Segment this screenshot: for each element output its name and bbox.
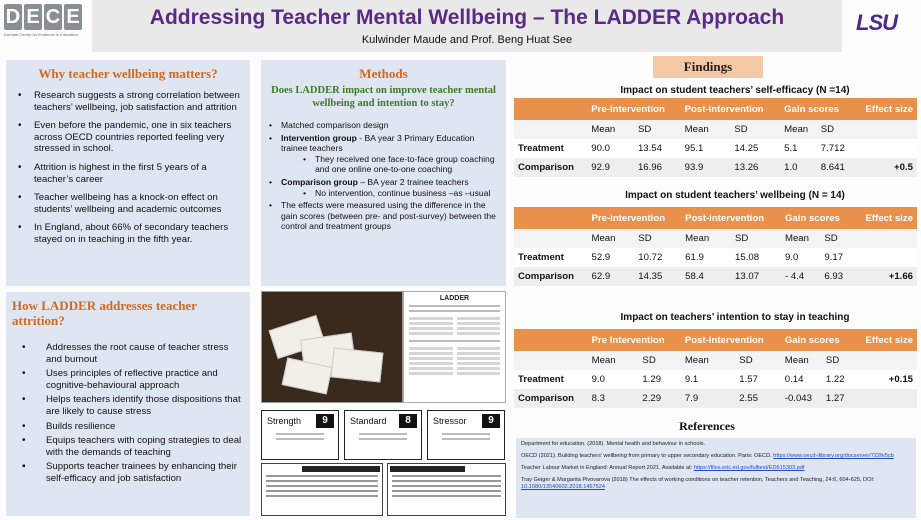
reference-link[interactable]: 10.1080/13540602.2018.1457524 (521, 484, 605, 490)
sub-header: SD (638, 351, 680, 370)
cell: 8.641 (817, 158, 854, 177)
how-heading: How LADDER addresses teacher attrition? (12, 298, 197, 328)
why-bullet: • Research suggests a strong correlation between teachers’ wellbeing, job satisfaction and attrition (16, 90, 244, 113)
card-number: 8 (399, 414, 417, 428)
col-header: Post-intervention (681, 329, 781, 351)
row-label: Treatment (514, 370, 588, 389)
card-front-sheet (261, 463, 383, 516)
lsu-logo: LSU (856, 10, 897, 35)
sub-header: Mean (780, 120, 817, 139)
intervention-label: Intervention group (281, 132, 357, 143)
title-bar (92, 0, 842, 52)
cell: 9.17 (820, 248, 853, 267)
sub-header: SD (820, 229, 853, 248)
effect-size: +0.15 (853, 370, 917, 389)
methods-bullet: • The effects were measured using the difference in the gain scores (between pre- and post-survey) between the control and treatment groups (267, 200, 500, 232)
col-header: Gain scores (781, 329, 853, 351)
card-number: 9 (316, 414, 334, 428)
reference-item (521, 477, 911, 491)
sub-header: Mean (681, 351, 735, 370)
row-label: Treatment (514, 248, 587, 267)
cell: 61.9 (681, 248, 731, 267)
header (0, 0, 921, 54)
sub-header: SD (634, 229, 681, 248)
table-row (514, 248, 917, 267)
why-bullet: • Teacher wellbeing has a knock-on effect on students’ wellbeing and academic outcomes (16, 192, 244, 215)
cell: 1.29 (638, 370, 680, 389)
cell: 14.35 (634, 267, 681, 286)
cell: 9.0 (588, 370, 639, 389)
sub-header: Mean (781, 351, 822, 370)
logo-letter: C (45, 6, 61, 28)
cell: 10.72 (634, 248, 681, 267)
table-title: Impact on student teachers’ self-efficacy (N =14) (620, 85, 850, 96)
cell: 13.26 (730, 158, 780, 177)
sub-header: SD (817, 120, 854, 139)
reference-text: OECD (2021). Building teachers’ wellbeing from primary to upper secondary education. Paris: OECD. (521, 453, 774, 459)
cell: 2.55 (735, 389, 780, 408)
table-row (514, 370, 917, 389)
results-table-wellbeing (514, 207, 917, 286)
table-row (514, 389, 917, 408)
sub-header: SD (634, 120, 681, 139)
row-label: Comparison (514, 267, 587, 286)
cell: 14.25 (730, 139, 780, 158)
methods-bullet: • Matched comparison design (267, 120, 500, 131)
table-row (514, 267, 917, 286)
effect-size (853, 248, 917, 267)
reference-link[interactable]: https://www.oecd-ilibrary.org/docserver/722fe5cb (773, 453, 894, 459)
how-list (6, 328, 250, 485)
methods-bullet (267, 133, 500, 175)
cell: 1.57 (735, 370, 780, 389)
col-header: Pre Intervention (588, 329, 681, 351)
sub-header: SD (735, 351, 780, 370)
card-back-sheet (387, 463, 506, 516)
sub-header: Mean (587, 229, 634, 248)
strength-card (261, 410, 339, 460)
worksheet-title: LADDER (439, 295, 470, 302)
cell: 8.3 (588, 389, 639, 408)
ladder-worksheet (403, 291, 506, 403)
references-box (516, 438, 916, 518)
cell: 6.93 (820, 267, 853, 286)
col-header: Effect size (853, 207, 917, 229)
cell: 9.0 (781, 248, 820, 267)
cell: 1.0 (780, 158, 817, 177)
comparison-text: – BA year 2 trainee teachers (357, 176, 469, 187)
cell: -0.043 (781, 389, 822, 408)
standard-card (344, 410, 422, 460)
cell: 7.9 (681, 389, 735, 408)
how-bullet: • Builds resilience (16, 421, 244, 433)
effect-size: +1.66 (853, 267, 917, 286)
why-bullet: • Attrition is highest in the first 5 years of a teacher’s career (16, 162, 244, 185)
cell: 1.27 (822, 389, 853, 408)
cell: 5.1 (780, 139, 817, 158)
poster-title: Addressing Teacher Mental Wellbeing – The LADDER Approach (149, 6, 785, 29)
sub-header: Mean (781, 229, 820, 248)
how-bullet: • Helps teachers identify those dispositions that are likely to cause stress (16, 394, 244, 417)
methods-heading: Methods (359, 66, 408, 81)
why-bullet: • Even before the pandemic, one in six teachers across OECD countries reported feeling very stressed in school. (16, 120, 244, 155)
effect-size: +0.5 (853, 158, 917, 177)
row-label: Comparison (514, 158, 587, 177)
col-header: Effect size (853, 329, 917, 351)
card-label: Stressor (433, 416, 467, 426)
cell: 58.4 (681, 267, 731, 286)
methods-list (261, 110, 506, 232)
table-row (514, 158, 917, 177)
methods-panel (261, 60, 506, 286)
cell: 13.07 (731, 267, 781, 286)
methods-bullet (267, 177, 500, 198)
dece-logo (4, 4, 88, 46)
logo-letter: E (64, 4, 82, 30)
cell: 2.29 (638, 389, 680, 408)
card-number: 9 (482, 414, 500, 428)
how-bullet: • Uses principles of reflective practice and cognitive-behavioural approach (16, 368, 244, 391)
sub-header: Mean (681, 120, 731, 139)
comparison-label: Comparison group (281, 176, 358, 187)
logo-letter: D (5, 6, 21, 28)
card-label: Standard (350, 416, 387, 426)
cell: 90.0 (587, 139, 634, 158)
how-bullet: • Equips teachers with coping strategies to deal with the demands of teaching (16, 435, 244, 458)
why-list (6, 82, 250, 246)
table-title: Impact on teachers’ intention to stay in teaching (620, 312, 850, 323)
why-bullet: • In England, about 66% of secondary teachers stayed on in teaching in the fifth year. (16, 222, 244, 245)
reference-text: Teacher Labour Market in England: Annual Report 2021. Available at: (521, 465, 694, 471)
results-table-intention (514, 329, 917, 408)
why-panel (6, 60, 250, 286)
results-table-self-efficacy (514, 98, 917, 177)
col-header: Pre-intervention (587, 207, 681, 229)
intervention-detail: • They received one face-to-face group coaching and one online one-to-one coaching (301, 154, 500, 175)
col-header: Post-intervention (681, 207, 781, 229)
cell: 62.9 (587, 267, 634, 286)
poster-authors: Kulwinder Maude and Prof. Beng Huat See (361, 34, 573, 46)
cards-photo (261, 291, 403, 403)
logo-letter: E (24, 4, 42, 30)
effect-size (853, 389, 917, 408)
cell: 95.1 (681, 139, 731, 158)
table-row (514, 139, 917, 158)
col-header: Post-intervention (681, 98, 780, 120)
how-bullet: ▪ Supports teacher trainees by enhancing their self-efficacy and job satisfaction (16, 461, 244, 484)
findings-heading: Findings (653, 56, 763, 78)
intervention-text: - BA year 3 Primary Education trainee teachers (281, 132, 475, 154)
cell: 13.54 (634, 139, 681, 158)
sub-header: SD (822, 351, 853, 370)
row-label: Comparison (514, 389, 588, 408)
cell: 1.22 (822, 370, 853, 389)
card-label: Strength (267, 416, 302, 426)
col-header: Gain scores (781, 207, 853, 229)
references-heading: References (679, 419, 735, 433)
sub-header: SD (731, 229, 781, 248)
reference-text: Tray Geiger & Margarita Pivovarova (2018) The effects of working conditions on teacher retention, Teachers and Teaching, 24:6, 604-625, DOI: (521, 477, 875, 483)
reference-item (521, 465, 911, 472)
cell: 93.9 (681, 158, 731, 177)
research-question: Does LADDER impact on improve teacher mental wellbeing and intention to stay? (271, 85, 496, 109)
cell: 0.14 (781, 370, 822, 389)
col-header: Effect size (853, 98, 917, 120)
sub-header: Mean (681, 229, 731, 248)
comparison-detail: • No intervention, continue business –as –usual (301, 188, 500, 199)
sub-header: Mean (588, 351, 639, 370)
reference-link[interactable]: https://files.eric.ed.gov/fulltext/ED615303.pdf (693, 465, 805, 471)
sample-cards (261, 410, 506, 516)
logo-tagline: Durham Centre for Evidence in Education (4, 32, 78, 37)
col-header: Gain scores (780, 98, 853, 120)
cell: 9.1 (681, 370, 735, 389)
cell: 16.96 (634, 158, 681, 177)
cell: 92.9 (587, 158, 634, 177)
row-label: Treatment (514, 139, 587, 158)
sub-header: SD (730, 120, 780, 139)
cell: - 4.4 (781, 267, 820, 286)
table-title: Impact on student teachers’ wellbeing (N = 14) (625, 190, 845, 201)
how-panel (6, 292, 250, 516)
why-heading: Why teacher wellbeing matters? (38, 66, 218, 81)
reference-item (521, 441, 911, 448)
effect-size (853, 139, 917, 158)
col-header: Pre-intervention (587, 98, 680, 120)
cell: 52.9 (587, 248, 634, 267)
sub-header: Mean (587, 120, 634, 139)
how-bullet: • Addresses the root cause of teacher stress and burnout (16, 342, 244, 365)
stressor-card (427, 410, 505, 460)
cell: 15.08 (731, 248, 781, 267)
cell: 7.712 (817, 139, 854, 158)
reference-text: Department for education. (2018). Mental health and behaviour in schools. (521, 441, 706, 447)
reference-item (521, 453, 911, 460)
